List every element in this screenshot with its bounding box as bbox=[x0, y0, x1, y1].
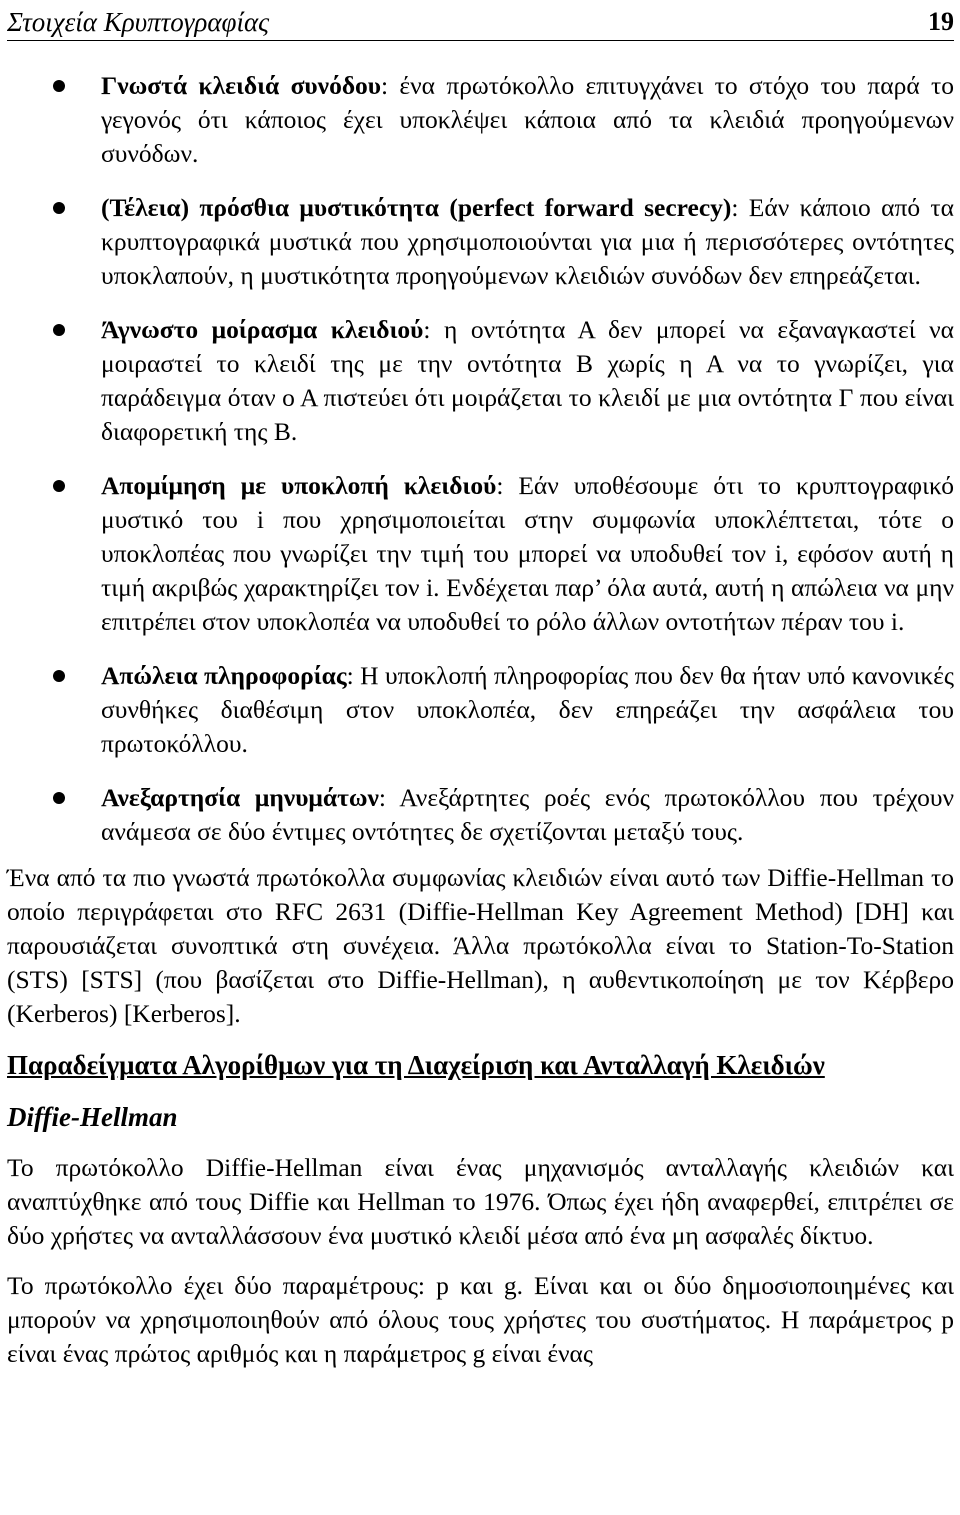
dh-paragraph-1: Το πρωτόκολλο Diffie-Hellman είναι ένας μηχανισμός ανταλλαγής κλειδιών και αναπτύχθηκε από τους Diffie και Hellman το 1976. Όπως έχει ήδη αναφερθεί, επιτρέπει σε δύο χρήστες να ανταλλάσσουν ένα μυστικό κλειδί μέσα από ένα μη ασφαλές δίκτυο. bbox=[7, 1153, 954, 1250]
list-item bbox=[7, 659, 954, 761]
bullet-icon bbox=[53, 324, 65, 336]
list-item bbox=[7, 69, 954, 171]
list-item-text: : Εάν υποθέσουμε ότι το κρυπτογραφικό μυστικό του i που χρησιμοποιείται στην συμφωνία υποκλέπτεται, τότε ο υποκλοπέας που γνωρίζει την τιμή του μπορεί να υποδυθεί τον i, εφόσον αυτή η τιμή ακριβώς χαρακτηρίζει τον i. Ενδέχεται παρ’ όλα αυτά, αυτή η απώλεια να μην επιτρέπει στον υποκλοπέα να υποδυθεί το ρόλο άλλων οντοτήτων πέραν του i. bbox=[101, 471, 955, 636]
list-item bbox=[7, 313, 954, 449]
bullet-icon bbox=[53, 80, 65, 92]
dh-paragraph-2: Το πρωτόκολλο έχει δύο παραμέτρους: p και g. Είναι και οι δύο δημοσιοποιημένες και μπορούν να χρησιμοποιηθούν από όλους τους χρήστες του συστήματος. Η παράμετρος p είναι ένας πρώτος αριθμός και η παράμετρος g είναι ένας bbox=[7, 1271, 954, 1368]
running-title: Στοιχεία Κρυπτογραφίας bbox=[7, 7, 270, 37]
list-item-text: : η οντότητα Α δεν μπορεί να εξαναγκαστεί να μοιραστεί το κλειδί της με την οντότητα Β χωρίς η Α να το γνωρίζει, για παράδειγμα όταν ο Α πιστεύει ότι μοιράζεται το κλειδί με μια οντότητα Γ που είναι διαφορετική της Β. bbox=[101, 315, 954, 446]
list-item-term: Απώλεια πληροφορίας bbox=[101, 661, 347, 690]
list-item-text: : Εάν κάποιο από τα κρυπτογραφικά μυστικά που χρησιμοποιούνται για μια ή περισσότερες οντότητες υποκλαπούν, η μυστικότητα προηγούμενων κλειδιών συνόδων δεν επηρεάζεται. bbox=[101, 193, 954, 290]
list-item bbox=[7, 469, 954, 639]
page-number: 19 bbox=[928, 7, 954, 36]
list-item-term: (Τέλεια) πρόσθια μυστικότητα (perfect forward secrecy) bbox=[101, 193, 732, 222]
section-heading: Παραδείγματα Αλγορίθμων για τη Διαχείριση και Ανταλλαγή Κλειδιών bbox=[7, 1050, 825, 1080]
list-item-term: Άγνωστο μοίρασμα κλειδιού bbox=[101, 315, 424, 344]
list-item bbox=[7, 191, 954, 293]
list-item-term: Ανεξαρτησία μηνυμάτων bbox=[101, 783, 379, 812]
list-item-term: Γνωστά κλειδιά συνόδου bbox=[101, 71, 382, 100]
intro-paragraph: Ένα από τα πιο γνωστά πρωτόκολλα συμφωνίας κλειδιών είναι αυτό των Diffie-Hellman το οποίο περιγράφεται στο RFC 2631 (Diffie-Hellman Key Agreement Method) [DH] και παρουσιάζεται συνοπτικά στη συνέχεια. Άλλα πρωτόκολλα είναι το Station-To-Station (STS) [STS] (που βασίζεται στο Diffie-Hellman), η αυθεντικοποίηση με τον Κέρβερο (Kerberos) [Kerberos]. bbox=[7, 863, 954, 1028]
list-item-term: Απομίμηση με υποκλοπή κλειδιού bbox=[101, 471, 497, 500]
list-item-text: : Η υποκλοπή πληροφορίας που δεν θα ήταν υπό κανονικές συνθήκες διαθέσιμη στον υποκλοπέα, δεν επηρεάζει την ασφάλεια του πρωτοκόλλου. bbox=[101, 661, 954, 758]
bullet-icon bbox=[53, 202, 65, 214]
properties-list bbox=[7, 69, 954, 849]
running-header bbox=[7, 0, 954, 41]
list-item-text: : Ανεξάρτητες ροές ενός πρωτοκόλλου που τρέχουν ανάμεσα σε δύο έντιμες οντότητες δε σχετίζονται μεταξύ τους. bbox=[101, 783, 954, 846]
list-item-text: : ένα πρωτόκολλο επιτυγχάνει το στόχο του παρά το γεγονός ότι κάποιος έχει υποκλέψει κάποια από τα κλειδιά προηγούμενων συνόδων. bbox=[101, 71, 954, 168]
list-item bbox=[7, 781, 954, 849]
bullet-icon bbox=[53, 480, 65, 492]
bullet-icon bbox=[53, 792, 65, 804]
subsection-heading: Diffie-Hellman bbox=[7, 1102, 178, 1132]
bullet-icon bbox=[53, 670, 65, 682]
